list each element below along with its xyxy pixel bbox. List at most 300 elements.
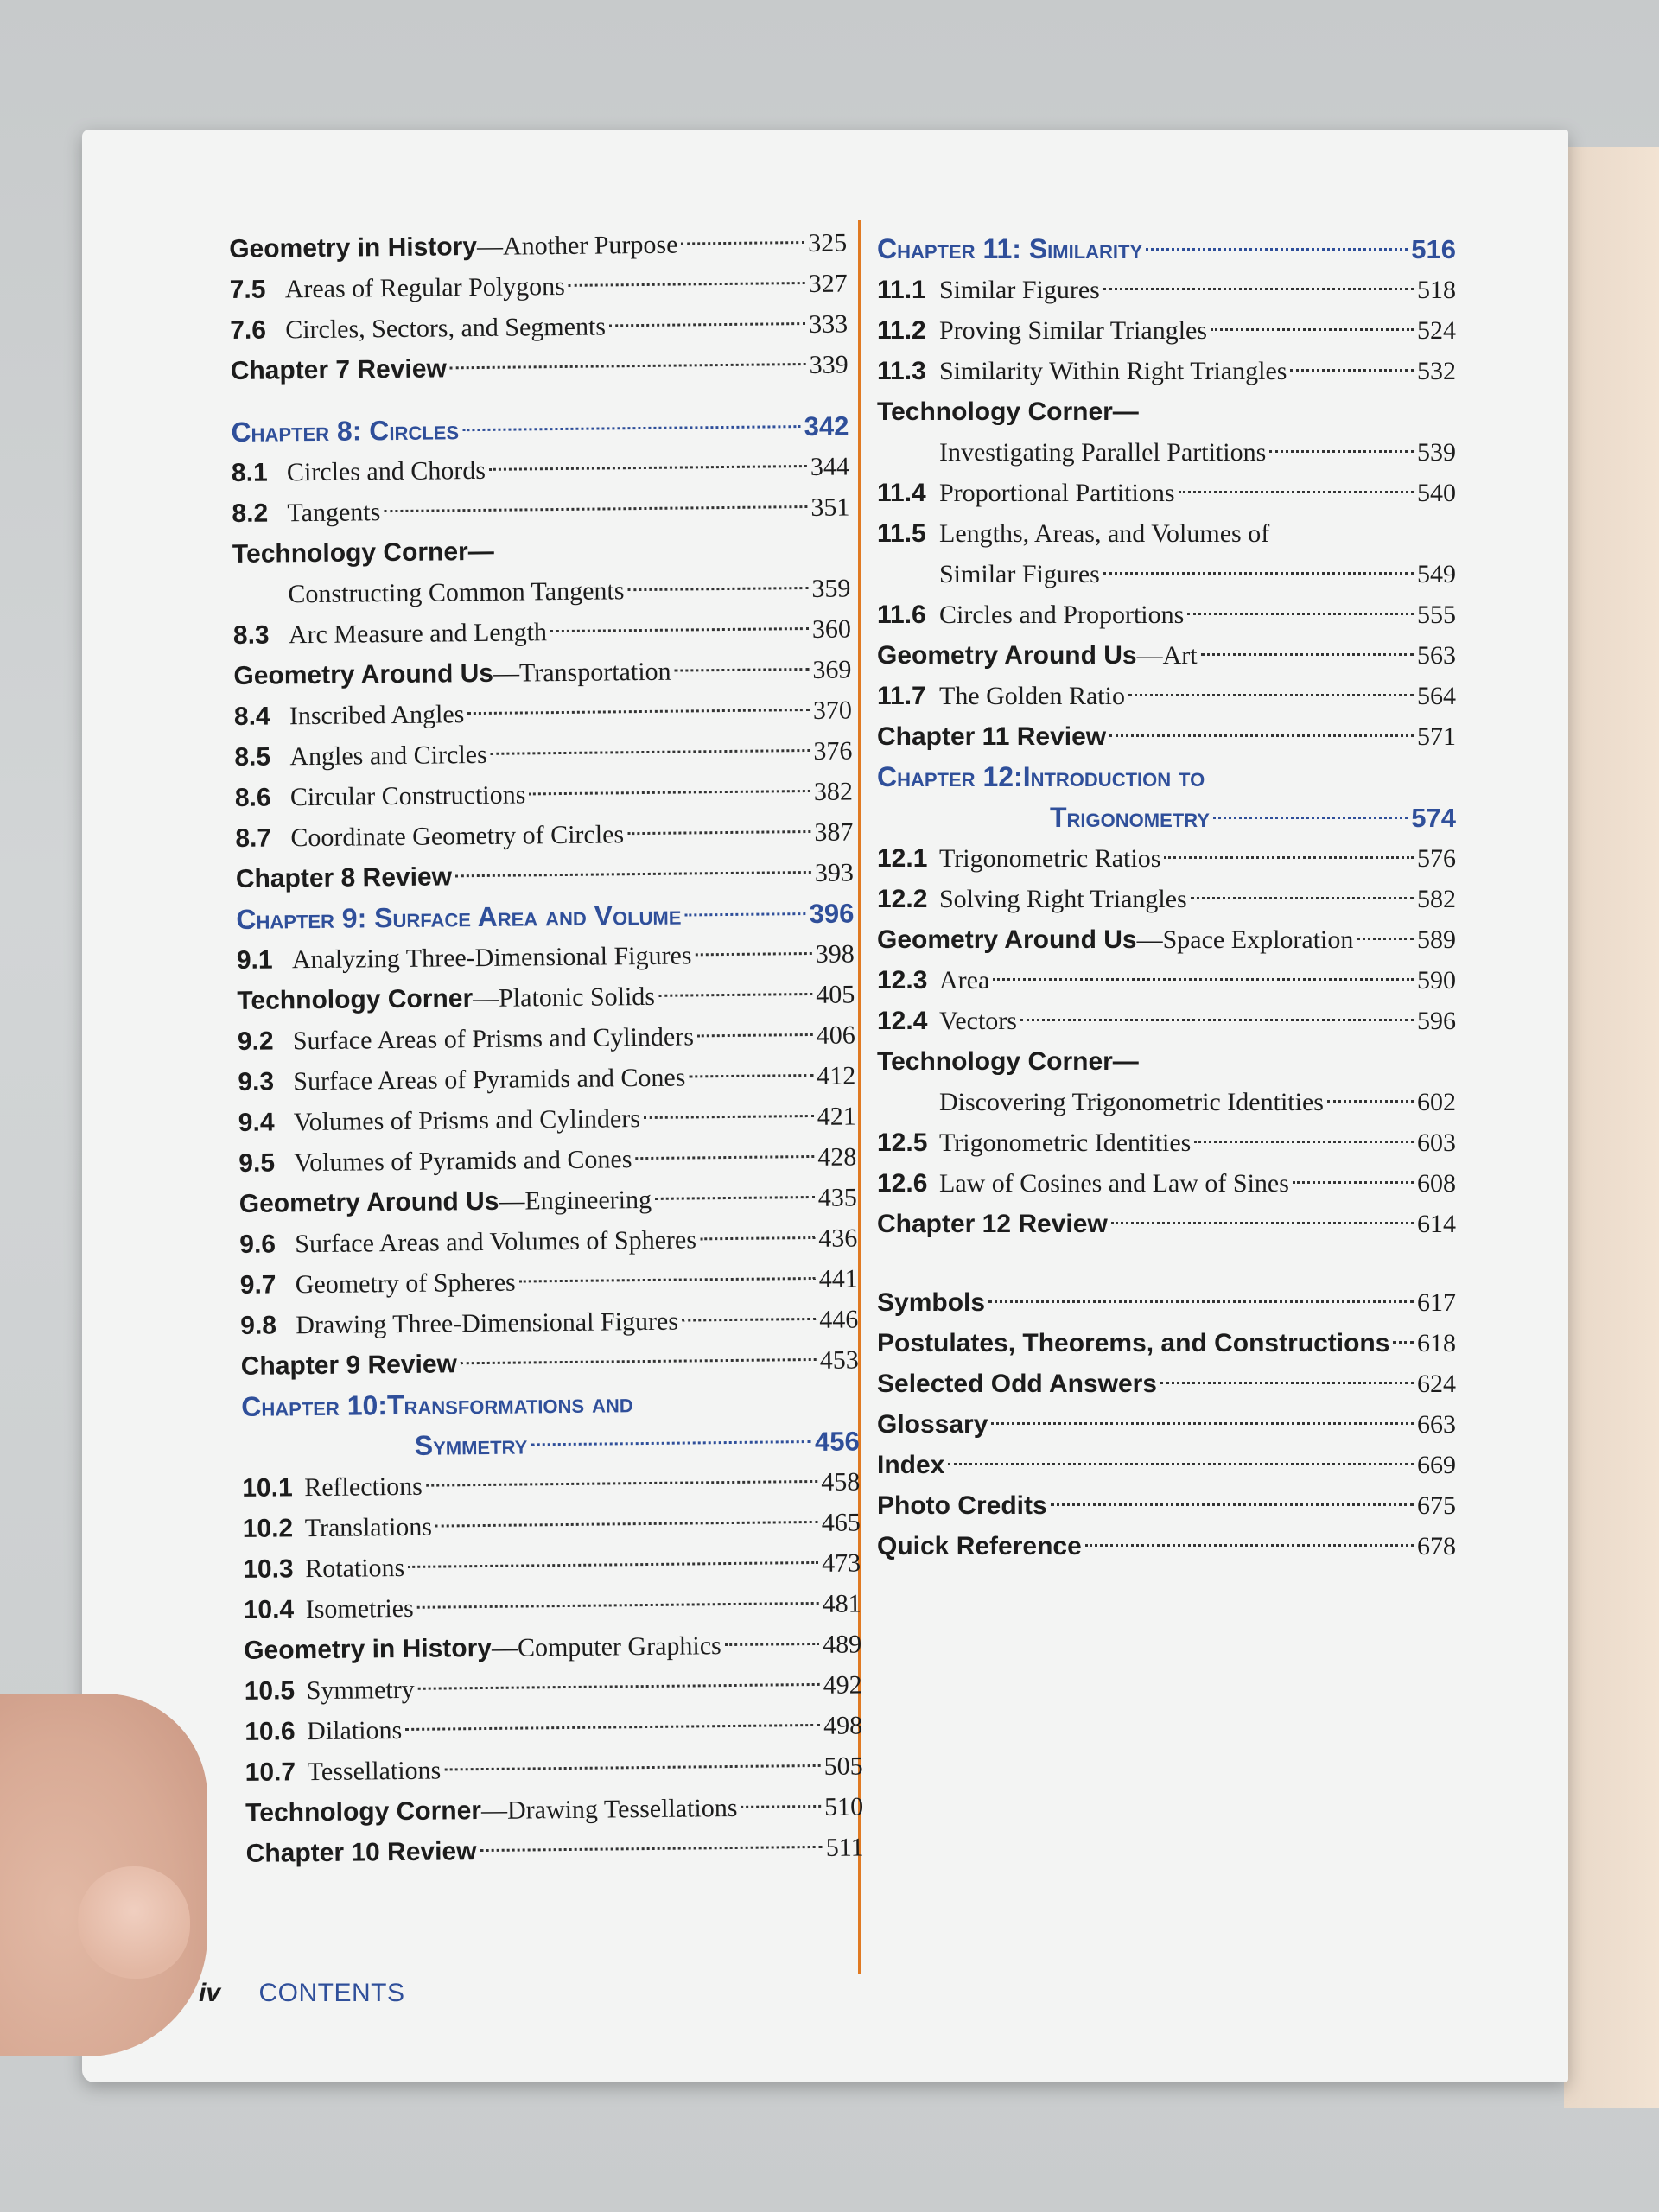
feature-label xyxy=(237,976,655,1021)
toc-section-entry xyxy=(233,608,851,655)
chapter-page: 574 xyxy=(1411,803,1456,833)
feature-page: 393 xyxy=(814,858,855,887)
feature-name: Chapter 9 Review xyxy=(240,1350,458,1381)
toc-feature-entry xyxy=(877,1404,1456,1445)
toc-section-entry xyxy=(244,1664,861,1711)
section-page: 505 xyxy=(823,1751,863,1781)
toc-chapter-entry xyxy=(241,1380,859,1427)
feature-label xyxy=(239,1179,652,1224)
section-page: 540 xyxy=(1417,479,1456,507)
feature-subtitle: —Space Exploration xyxy=(1136,925,1354,954)
leader-dots xyxy=(1111,1222,1414,1224)
section-label xyxy=(877,1001,1017,1041)
section-title: Similarity Within Right Triangles xyxy=(939,357,1287,385)
feature-name: Photo Credits xyxy=(877,1491,1047,1520)
section-label xyxy=(877,1122,1191,1163)
section-label xyxy=(243,1588,413,1630)
feature-label xyxy=(236,856,453,899)
section-label xyxy=(245,1751,441,1793)
section-number: 11.1 xyxy=(877,276,926,304)
leader-dots xyxy=(480,1846,822,1852)
leader-dots xyxy=(684,912,805,916)
leader-dots xyxy=(450,363,806,369)
section-number: 8.6 xyxy=(234,783,271,812)
feature-subtitle: Investigating Parallel Partitions xyxy=(939,438,1267,467)
section-title: Circles and Chords xyxy=(286,455,486,487)
section-title: Arc Measure and Length xyxy=(288,618,548,650)
feature-name: Symbols xyxy=(877,1288,986,1317)
chapter-prefix: Chapter 9: xyxy=(236,902,375,935)
section-number: 12.5 xyxy=(877,1128,928,1157)
section-title: Proving Similar Triangles xyxy=(939,316,1208,345)
feature-subtitle: —Transportation xyxy=(493,657,671,688)
leader-dots xyxy=(1103,288,1414,290)
leader-dots xyxy=(569,282,805,287)
leader-dots xyxy=(529,790,810,795)
section-page: 465 xyxy=(821,1508,861,1537)
section-label xyxy=(244,1669,414,1712)
section-title: Circles, Sectors, and Segments xyxy=(285,312,607,345)
section-title: Angles and Circles xyxy=(289,740,487,772)
section-label xyxy=(238,1139,632,1184)
page-footer xyxy=(199,1979,404,2008)
feature-label xyxy=(230,348,447,391)
section-page: 398 xyxy=(815,939,855,969)
toc-section-entry xyxy=(229,264,847,310)
section-number: 9.2 xyxy=(237,1027,274,1056)
toc-chapter-entry xyxy=(877,229,1456,270)
toc-section-entry xyxy=(877,513,1456,554)
section-page: 582 xyxy=(1417,885,1456,913)
toc-section-entry xyxy=(238,1055,855,1102)
section-number: 10.7 xyxy=(245,1758,296,1787)
feature-label xyxy=(877,919,1353,960)
toc-feature-continuation xyxy=(877,1082,1456,1122)
section-label xyxy=(877,960,989,1001)
leader-dots xyxy=(1357,938,1414,940)
leader-dots xyxy=(455,871,811,877)
feature-label xyxy=(241,1344,458,1387)
section-label xyxy=(240,1301,678,1346)
leader-dots xyxy=(1179,491,1414,493)
section-label xyxy=(232,492,380,534)
leader-dots xyxy=(1269,450,1414,453)
chapter-name: Surface Area and Volume xyxy=(373,899,682,934)
section-label xyxy=(240,1262,516,1306)
chapter-name: Circles xyxy=(369,414,460,447)
toc-section-entry xyxy=(235,811,853,858)
section-page: 473 xyxy=(822,1548,861,1578)
leader-dots xyxy=(489,465,807,471)
section-title: Areas of Regular Polygons xyxy=(284,271,566,304)
toc-chapter-entry-cont xyxy=(242,1421,860,1467)
leader-dots xyxy=(700,1236,815,1240)
toc-section-entry xyxy=(877,838,1456,879)
leader-dots xyxy=(417,1602,819,1609)
section-label xyxy=(877,594,1184,635)
section-label xyxy=(877,270,1100,310)
leader-dots xyxy=(418,1683,820,1690)
section-title: Circles and Proportions xyxy=(939,601,1185,629)
feature-page: 453 xyxy=(819,1345,859,1375)
feature-name: Geometry in History xyxy=(229,232,478,264)
feature-label xyxy=(233,652,671,696)
section-title: Area xyxy=(939,966,990,995)
toc-section-entry xyxy=(232,486,849,533)
section-number: 9.3 xyxy=(238,1067,275,1096)
leader-dots xyxy=(991,1422,1414,1425)
chapter-page: 342 xyxy=(804,410,849,442)
section-title: Drawing Three-Dimensional Figures xyxy=(296,1306,679,1340)
leader-dots xyxy=(627,587,808,591)
feature-page: 339 xyxy=(809,350,849,379)
feature-name: Chapter 8 Review xyxy=(235,862,453,893)
leader-dots xyxy=(689,1074,813,1078)
feature-page: 359 xyxy=(811,574,851,603)
section-label xyxy=(877,473,1175,513)
section-page: 524 xyxy=(1417,316,1456,345)
section-label xyxy=(234,734,487,778)
section-number: 8.2 xyxy=(232,499,269,528)
leader-dots xyxy=(405,1724,820,1731)
section-page: 590 xyxy=(1417,966,1456,995)
toc-feature-heading xyxy=(232,527,850,574)
section-page: 603 xyxy=(1417,1128,1456,1157)
leader-dots xyxy=(741,1805,821,1808)
leader-dots xyxy=(1051,1503,1414,1506)
toc-feature-entry xyxy=(230,345,848,391)
section-number: 10.6 xyxy=(245,1717,296,1746)
toc-section-entry xyxy=(243,1542,861,1589)
section-page: 532 xyxy=(1417,357,1456,385)
section-title: Symmetry xyxy=(306,1675,415,1706)
feature-label xyxy=(877,1282,985,1323)
toc-section-entry xyxy=(877,1001,1456,1041)
feature-page: 405 xyxy=(816,980,855,1009)
leader-dots xyxy=(627,830,810,835)
section-number: 8.1 xyxy=(231,458,268,487)
leader-dots xyxy=(1290,369,1414,372)
toc-feature-entry xyxy=(877,1485,1456,1526)
toc-chapter-entry-cont xyxy=(877,798,1456,838)
section-number: 11.2 xyxy=(877,316,926,345)
feature-label xyxy=(877,635,1198,676)
toc-feature-continuation xyxy=(877,432,1456,473)
section-number: 9.5 xyxy=(238,1148,276,1178)
toc-feature-heading xyxy=(877,1041,1456,1082)
leader-dots xyxy=(988,1300,1414,1303)
section-label xyxy=(243,1548,404,1590)
section-page: 564 xyxy=(1417,682,1456,710)
leader-dots xyxy=(655,1196,815,1200)
toc-feature-continuation xyxy=(877,554,1456,594)
toc-feature-entry xyxy=(877,1445,1456,1485)
section-number: 12.6 xyxy=(877,1169,928,1198)
toc-section-entry xyxy=(877,676,1456,716)
section-page: 555 xyxy=(1417,601,1456,629)
toc-section-entry xyxy=(877,960,1456,1001)
feature-name: Technology Corner— xyxy=(877,1047,1139,1076)
chapter-page: 456 xyxy=(814,1426,860,1457)
leader-dots xyxy=(1191,897,1414,899)
section-label xyxy=(877,310,1207,351)
feature-page: 510 xyxy=(823,1792,864,1821)
section-label xyxy=(242,1466,423,1509)
feature-page: 571 xyxy=(1417,722,1456,751)
section-page: 376 xyxy=(813,736,853,766)
leader-dots xyxy=(462,425,801,431)
section-title: Surface Areas and Volumes of Spheres xyxy=(295,1225,697,1259)
section-number: 10.4 xyxy=(243,1595,295,1624)
leader-dots xyxy=(697,1033,813,1037)
leader-dots xyxy=(609,322,805,327)
feature-name: Geometry Around Us xyxy=(233,658,494,690)
section-page: 596 xyxy=(1417,1007,1456,1035)
toc-section-entry xyxy=(245,1745,862,1792)
section-page: 370 xyxy=(812,696,853,725)
section-page: 333 xyxy=(809,309,849,339)
leader-dots xyxy=(644,1115,814,1119)
feature-page: 549 xyxy=(1417,560,1456,588)
toc-section-entry xyxy=(230,304,848,351)
leader-dots xyxy=(1211,328,1414,331)
leader-dots xyxy=(635,1155,814,1160)
section-title: Inscribed Angles xyxy=(289,700,465,731)
section-title: Vectors xyxy=(939,1007,1017,1035)
section-page: 351 xyxy=(810,493,850,522)
section-number: 11.3 xyxy=(877,357,926,385)
toc-feature-entry xyxy=(237,974,855,1020)
feature-page: 489 xyxy=(823,1630,862,1659)
toc-section-entry xyxy=(245,1705,862,1751)
section-label xyxy=(877,513,1269,554)
toc-feature-entry xyxy=(877,1526,1456,1567)
toc-feature-continuation xyxy=(232,568,850,614)
chapter-title xyxy=(877,229,1142,270)
leader-dots xyxy=(426,1480,817,1487)
feature-label xyxy=(877,1404,988,1445)
leader-dots xyxy=(1194,1141,1414,1143)
thumb xyxy=(78,1866,190,1979)
section-label xyxy=(877,351,1287,391)
feature-subtitle: —Platonic Solids xyxy=(472,982,656,1014)
leader-dots xyxy=(1187,613,1414,615)
section-label xyxy=(877,838,1160,879)
section-title: Surface Areas of Pyramids and Cones xyxy=(293,1063,686,1096)
leader-dots xyxy=(681,241,804,245)
section-title: Solving Right Triangles xyxy=(939,885,1187,913)
toc-section-entry xyxy=(877,879,1456,919)
leader-dots xyxy=(467,709,810,715)
feature-label xyxy=(877,1363,1157,1404)
feature-subtitle: —Drawing Tessellations xyxy=(480,1793,738,1826)
section-number: 11.4 xyxy=(877,479,926,507)
section-title: Circular Constructions xyxy=(289,780,526,812)
section-title: Surface Areas of Prisms and Cylinders xyxy=(292,1022,695,1056)
section-label xyxy=(234,694,465,737)
section-page: 441 xyxy=(818,1264,858,1294)
section-label xyxy=(230,306,606,351)
section-page: 412 xyxy=(817,1061,856,1090)
feature-label xyxy=(229,225,678,270)
feature-page: 369 xyxy=(812,655,852,684)
section-number: 10.1 xyxy=(242,1473,293,1503)
leader-dots xyxy=(1103,572,1414,575)
leader-dots xyxy=(1109,734,1414,737)
leader-dots xyxy=(682,1318,816,1322)
section-title: Geometry of Spheres xyxy=(295,1268,516,1300)
leader-dots xyxy=(948,1463,1414,1465)
leader-dots xyxy=(531,1440,811,1446)
section-number: 8.3 xyxy=(232,620,270,650)
section-title: Rotations xyxy=(305,1553,405,1584)
section-number: 7.6 xyxy=(230,315,267,345)
toc-feature-entry xyxy=(245,1827,863,1873)
chapter-title xyxy=(231,410,459,454)
spacer xyxy=(877,1244,1456,1282)
feature-label xyxy=(877,1485,1047,1526)
feature-name: Geometry Around Us xyxy=(238,1186,499,1218)
section-number: 12.1 xyxy=(877,844,928,873)
section-title: Dilations xyxy=(307,1715,403,1746)
chapter-prefix: Chapter 11: xyxy=(877,233,1029,264)
section-title: Trigonometric Identities xyxy=(939,1128,1192,1157)
leader-dots xyxy=(993,978,1414,981)
feature-subtitle: —Engineering xyxy=(499,1185,652,1216)
toc-section-entry xyxy=(237,933,855,980)
section-label xyxy=(239,1219,696,1265)
toc-section-entry xyxy=(234,690,852,736)
toc-section-entry xyxy=(877,351,1456,391)
section-label xyxy=(233,612,548,656)
feature-name: Chapter 12 Review xyxy=(877,1210,1108,1238)
section-label xyxy=(245,1710,402,1752)
toc-section-entry xyxy=(877,1122,1456,1163)
feature-name: Geometry Around Us xyxy=(877,925,1137,954)
section-page: 481 xyxy=(822,1589,861,1618)
feature-page: 663 xyxy=(1417,1410,1456,1439)
leader-dots xyxy=(725,1643,819,1646)
section-number: 12.4 xyxy=(877,1007,928,1035)
section-page: 446 xyxy=(819,1305,859,1334)
section-title: Isometries xyxy=(305,1593,414,1624)
toc-section-entry xyxy=(232,446,849,493)
leader-dots xyxy=(435,1521,818,1528)
section-label xyxy=(229,266,565,310)
toc-feature-entry xyxy=(877,635,1456,676)
section-number: 10.3 xyxy=(243,1554,294,1584)
feature-label xyxy=(245,1788,738,1834)
leader-dots xyxy=(1213,817,1408,819)
toc-feature-entry xyxy=(229,223,847,270)
section-label xyxy=(877,676,1125,716)
section-title: Proportional Partitions xyxy=(939,479,1175,507)
toc-left-column xyxy=(229,223,864,1874)
section-label xyxy=(232,450,486,493)
feature-name: Chapter 11 Review xyxy=(877,722,1107,751)
leader-dots xyxy=(1085,1544,1414,1547)
toc-feature-entry xyxy=(877,716,1456,757)
section-title: The Golden Ratio xyxy=(939,682,1125,710)
chapter-name-line1: Transformations and xyxy=(386,1387,633,1421)
feature-name: Technology Corner— xyxy=(877,397,1139,426)
toc-feature-entry xyxy=(241,1339,859,1386)
feature-name: Index xyxy=(877,1451,945,1479)
toc-feature-entry xyxy=(233,649,851,696)
toc-section-entry xyxy=(238,1096,856,1142)
section-number: 11.6 xyxy=(877,601,926,629)
leader-dots xyxy=(1160,1382,1414,1384)
section-label xyxy=(235,774,526,818)
toc-feature-entry xyxy=(244,1624,861,1670)
toc-chapter-entry xyxy=(236,893,854,939)
section-title: Coordinate Geometry of Circles xyxy=(290,820,625,853)
section-title: Law of Cosines and Law of Sines xyxy=(939,1169,1289,1198)
feature-label xyxy=(877,1526,1082,1567)
section-page: 360 xyxy=(811,614,852,644)
section-page: 492 xyxy=(823,1670,862,1700)
section-page: 576 xyxy=(1417,844,1456,873)
toc-section-entry xyxy=(242,1461,860,1508)
chapter-prefix: Chapter 12: xyxy=(877,761,1023,792)
feature-name: Postulates, Theorems, and Constructions xyxy=(877,1329,1390,1357)
chapter-prefix: Chapter 10: xyxy=(241,1389,388,1422)
section-page: 428 xyxy=(817,1142,857,1172)
feature-label xyxy=(877,716,1106,757)
feature-subtitle: Similar Figures xyxy=(939,560,1100,588)
feature-label xyxy=(244,1625,721,1671)
section-page: 421 xyxy=(817,1102,856,1131)
toc-section-entry xyxy=(877,594,1456,635)
feature-page: 325 xyxy=(808,228,848,257)
chapter-name: Similarity xyxy=(1028,233,1143,264)
feature-name: Chapter 10 Review xyxy=(245,1837,477,1868)
chapter-name-line2: Symmetry xyxy=(414,1428,528,1461)
section-label xyxy=(877,1163,1289,1204)
leader-dots xyxy=(519,1277,816,1283)
section-title: Tessellations xyxy=(307,1756,442,1787)
section-number: 9.7 xyxy=(239,1270,276,1300)
section-number: 9.4 xyxy=(238,1108,275,1137)
leader-dots xyxy=(384,505,807,512)
section-label xyxy=(238,1098,641,1143)
leader-dots xyxy=(1146,248,1408,251)
chapter-title xyxy=(236,895,682,941)
section-page: 382 xyxy=(813,777,854,806)
feature-page: 624 xyxy=(1417,1370,1456,1398)
leader-dots xyxy=(491,749,810,755)
chapter-page: 396 xyxy=(809,898,855,930)
feature-name: Technology Corner— xyxy=(232,537,494,569)
footer-label: CONTENTS xyxy=(258,1979,405,2007)
toc-section-entry xyxy=(238,1014,855,1061)
leader-dots xyxy=(408,1561,818,1568)
toc-section-entry xyxy=(877,310,1456,351)
toc-right-column xyxy=(877,229,1456,1567)
leader-dots xyxy=(1327,1100,1414,1103)
section-page: 458 xyxy=(821,1467,861,1497)
section-number: 9.6 xyxy=(239,1230,276,1259)
feature-name: Glossary xyxy=(877,1410,988,1439)
section-number: 8.5 xyxy=(234,742,271,772)
toc-feature-entry xyxy=(877,1363,1456,1404)
toc-section-entry xyxy=(877,1163,1456,1204)
leader-dots xyxy=(1293,1181,1414,1184)
leader-dots xyxy=(1164,856,1414,859)
feature-page: 678 xyxy=(1417,1532,1456,1560)
section-label xyxy=(238,1016,695,1062)
feature-page: 675 xyxy=(1417,1491,1456,1520)
